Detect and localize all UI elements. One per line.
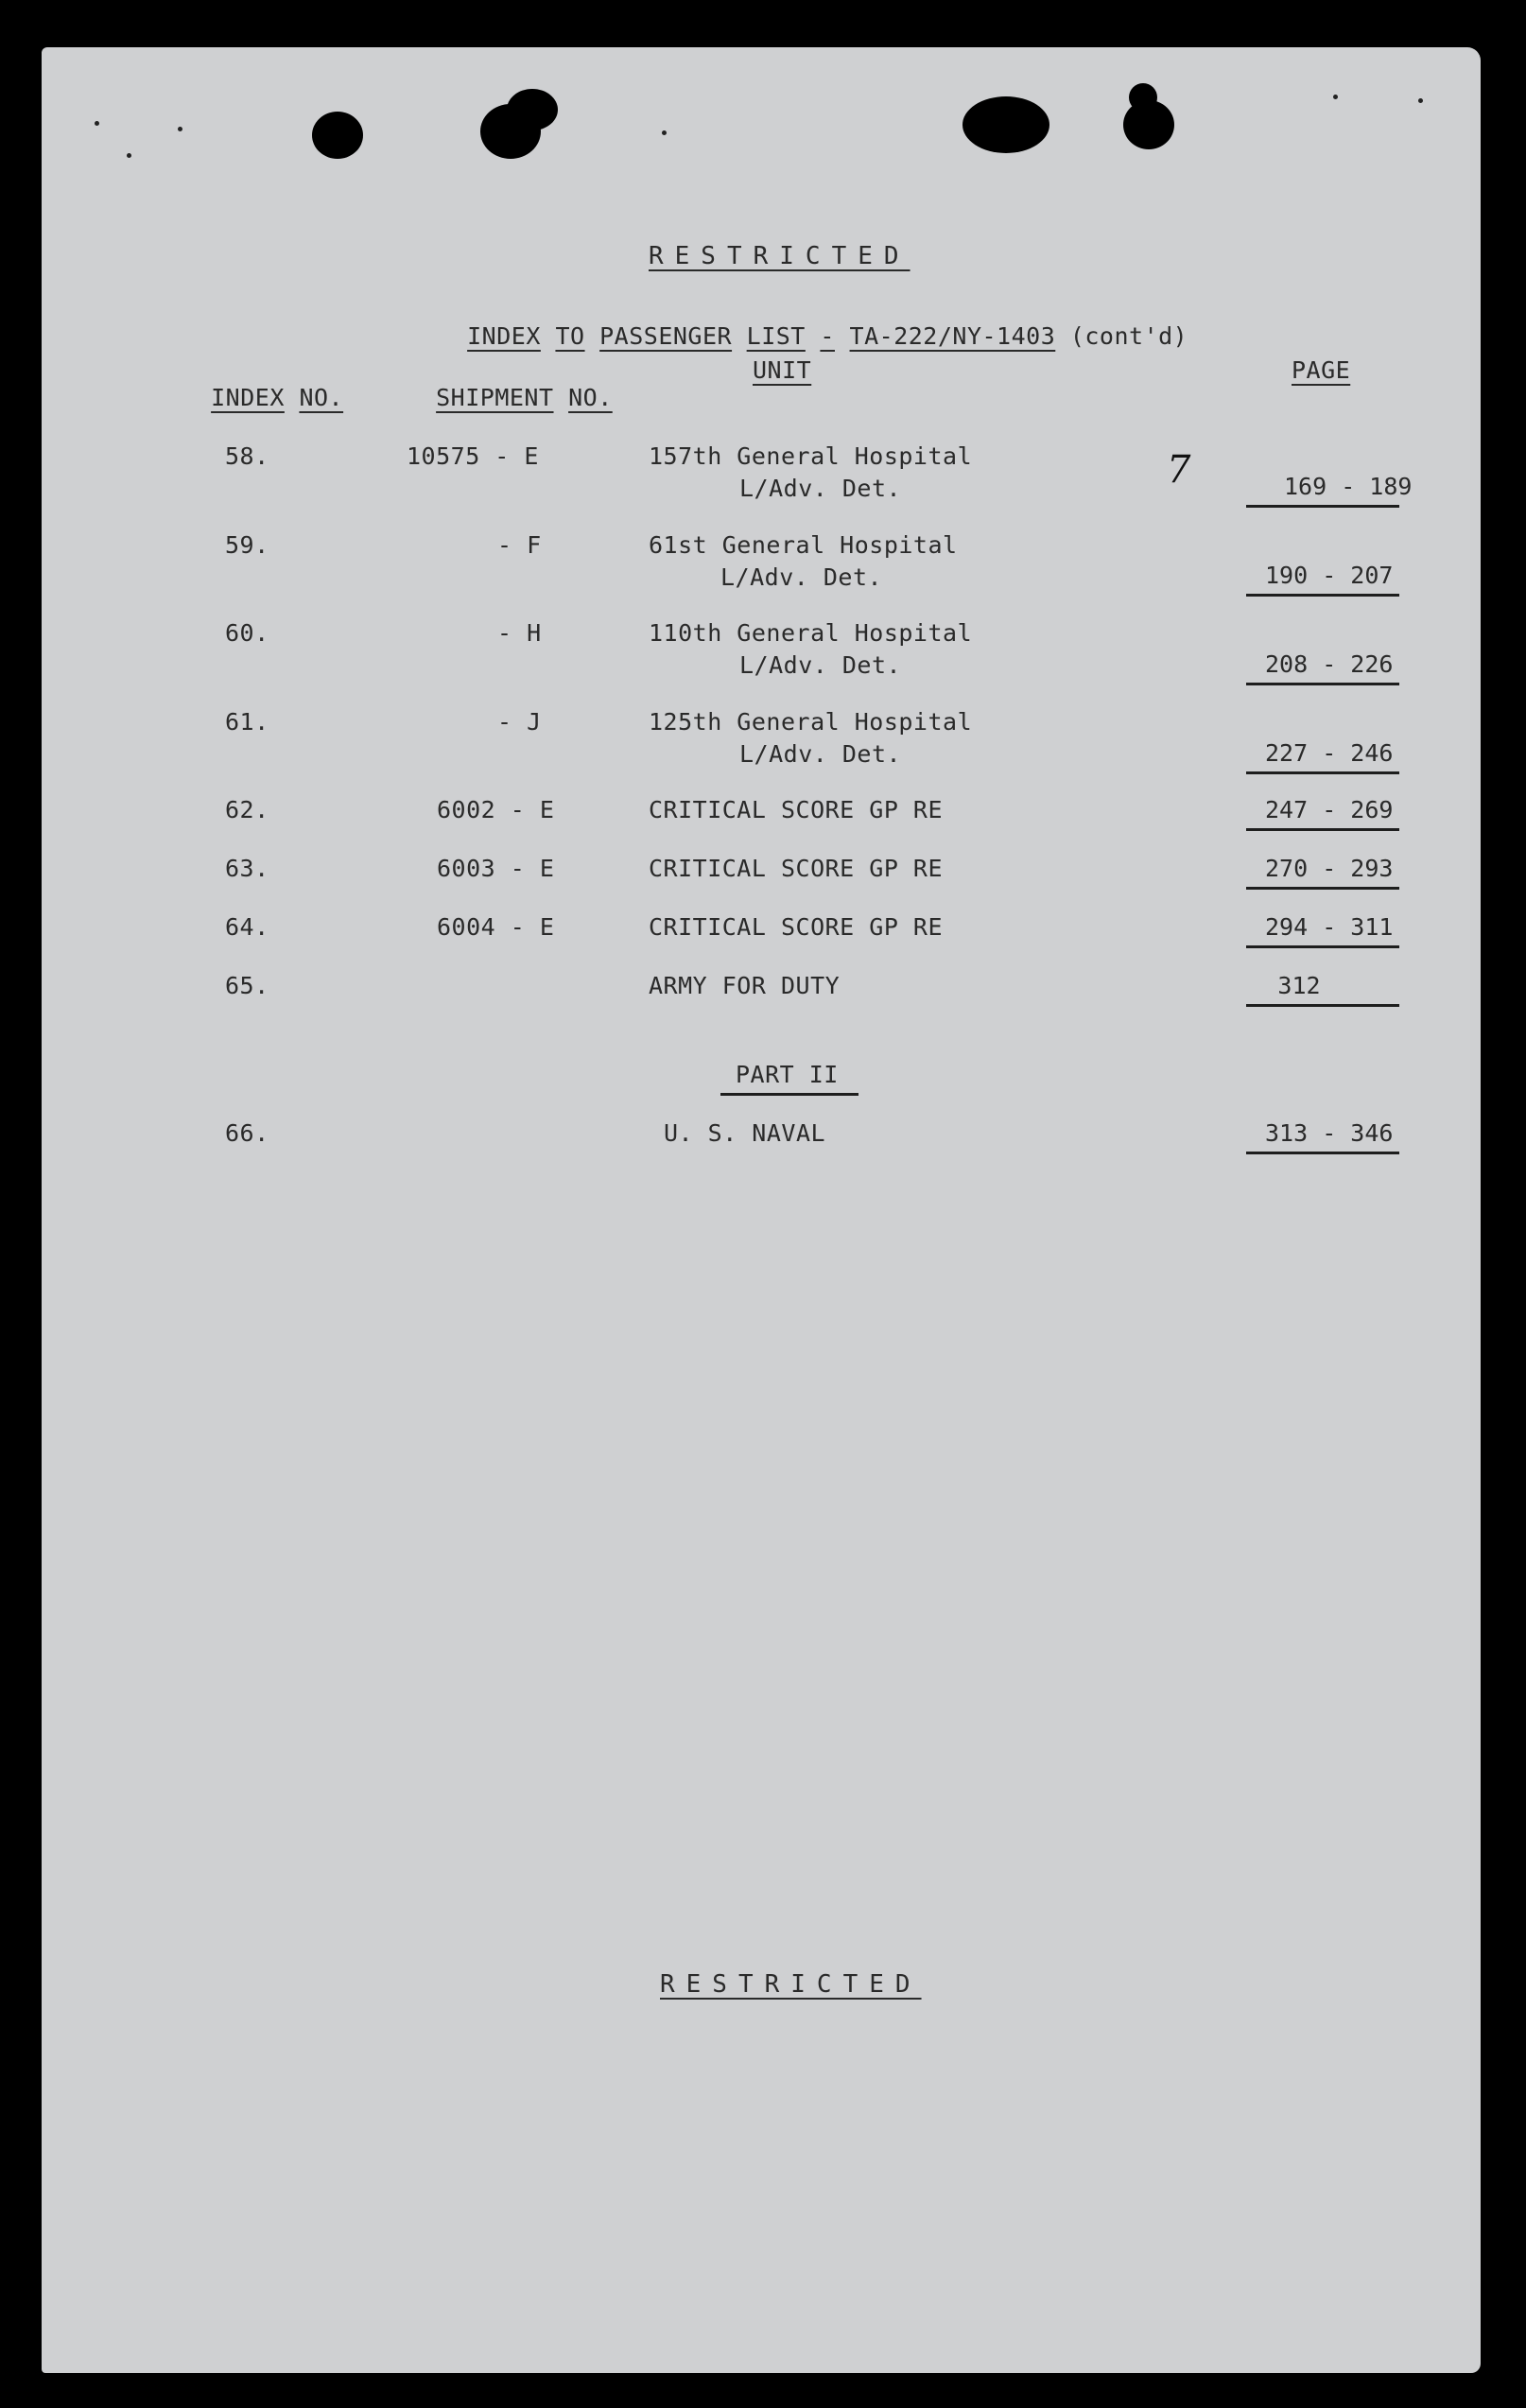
row-page-range: 208 - 226 [1265,650,1394,678]
speck [178,127,182,131]
speck [1333,95,1338,99]
speck [95,121,99,126]
row-shipment: 6004 - E [437,913,555,941]
part-heading-underline [720,1093,858,1096]
row-unit: 110th General Hospital [649,619,973,647]
page-underline [1246,1152,1399,1154]
row-index: 62. [225,796,269,823]
column-header-page: PAGE [1292,356,1351,384]
row-unit: CRITICAL SCORE GP RE [649,796,944,823]
punch-hole [507,89,558,130]
page-underline [1246,771,1399,774]
speck [1418,98,1423,103]
row-unit: CRITICAL SCORE GP RE [649,913,944,941]
page-underline [1246,1004,1399,1007]
page-underline [1246,683,1399,685]
row-unit: CRITICAL SCORE GP RE [649,855,944,882]
row-unit: U. S. NAVAL [664,1119,826,1147]
row-unit-sub: L/Adv. Det. [739,651,902,679]
column-header-word: SHIPMENT [436,384,554,411]
row-shipment: 6002 - E [437,796,555,823]
row-index: 61. [225,708,269,736]
row-unit: ARMY FOR DUTY [649,972,841,999]
page-underline [1246,594,1399,597]
row-page-range: 247 - 269 [1265,796,1394,823]
row-unit-sub: L/Adv. Det. [739,740,902,768]
restricted-stamp-bottom: RESTRICTED [660,1970,922,1999]
title-word: INDEX [467,322,541,350]
row-index: 59. [225,531,269,559]
row-unit: 61st General Hospital [649,531,958,559]
row-shipment: 10575 - E [407,442,539,470]
page-underline [1246,828,1399,831]
row-index: 60. [225,619,269,647]
page-underline [1246,945,1399,948]
title-suffix: (cont'd) [1069,322,1188,350]
row-unit-sub: L/Adv. Det. [739,475,902,502]
row-index: 65. [225,972,269,999]
punch-hole [312,112,363,159]
document-title [438,295,1188,350]
row-page-range: 312 [1277,972,1321,999]
row-page-range: 270 - 293 [1265,855,1394,882]
title-word: TO [555,322,585,350]
row-page-range: 190 - 207 [1265,562,1394,589]
row-shipment: - F [497,531,542,559]
title-word: PASSENGER [599,322,733,350]
column-header-unit: UNIT [753,356,812,384]
row-unit: 125th General Hospital [649,708,973,736]
row-index: 58. [225,442,269,470]
column-header-word: NO. [299,384,344,411]
row-index: 63. [225,855,269,882]
row-unit-sub: L/Adv. Det. [720,563,883,591]
row-page-range: 313 - 346 [1265,1119,1394,1147]
part-heading: PART II [736,1061,839,1088]
speck [662,130,667,135]
page-underline [1246,505,1399,508]
restricted-stamp-top: RESTRICTED [649,242,910,270]
punch-hole [962,96,1049,153]
column-header-word: INDEX [211,384,285,411]
title-word: LIST [746,322,806,350]
row-shipment: 6003 - E [437,855,555,882]
punch-hole [1129,83,1157,112]
row-index: 64. [225,913,269,941]
column-header-index [182,356,343,411]
title-separator: - [820,322,835,350]
column-header-word: NO. [568,384,613,411]
speck [127,153,131,158]
row-unit: 157th General Hospital [649,442,973,470]
row-page-range: 294 - 311 [1265,913,1394,941]
page-underline [1246,887,1399,890]
column-header-shipment [407,356,613,411]
row-index: 66. [225,1119,269,1147]
handwritten-mark: 7 [1167,448,1191,492]
row-shipment: - J [497,708,542,736]
row-page-range: 227 - 246 [1265,739,1394,767]
row-page-range: 169 - 189 [1284,473,1413,500]
row-shipment: - H [497,619,542,647]
title-word: TA-222/NY-1403 [849,322,1056,350]
